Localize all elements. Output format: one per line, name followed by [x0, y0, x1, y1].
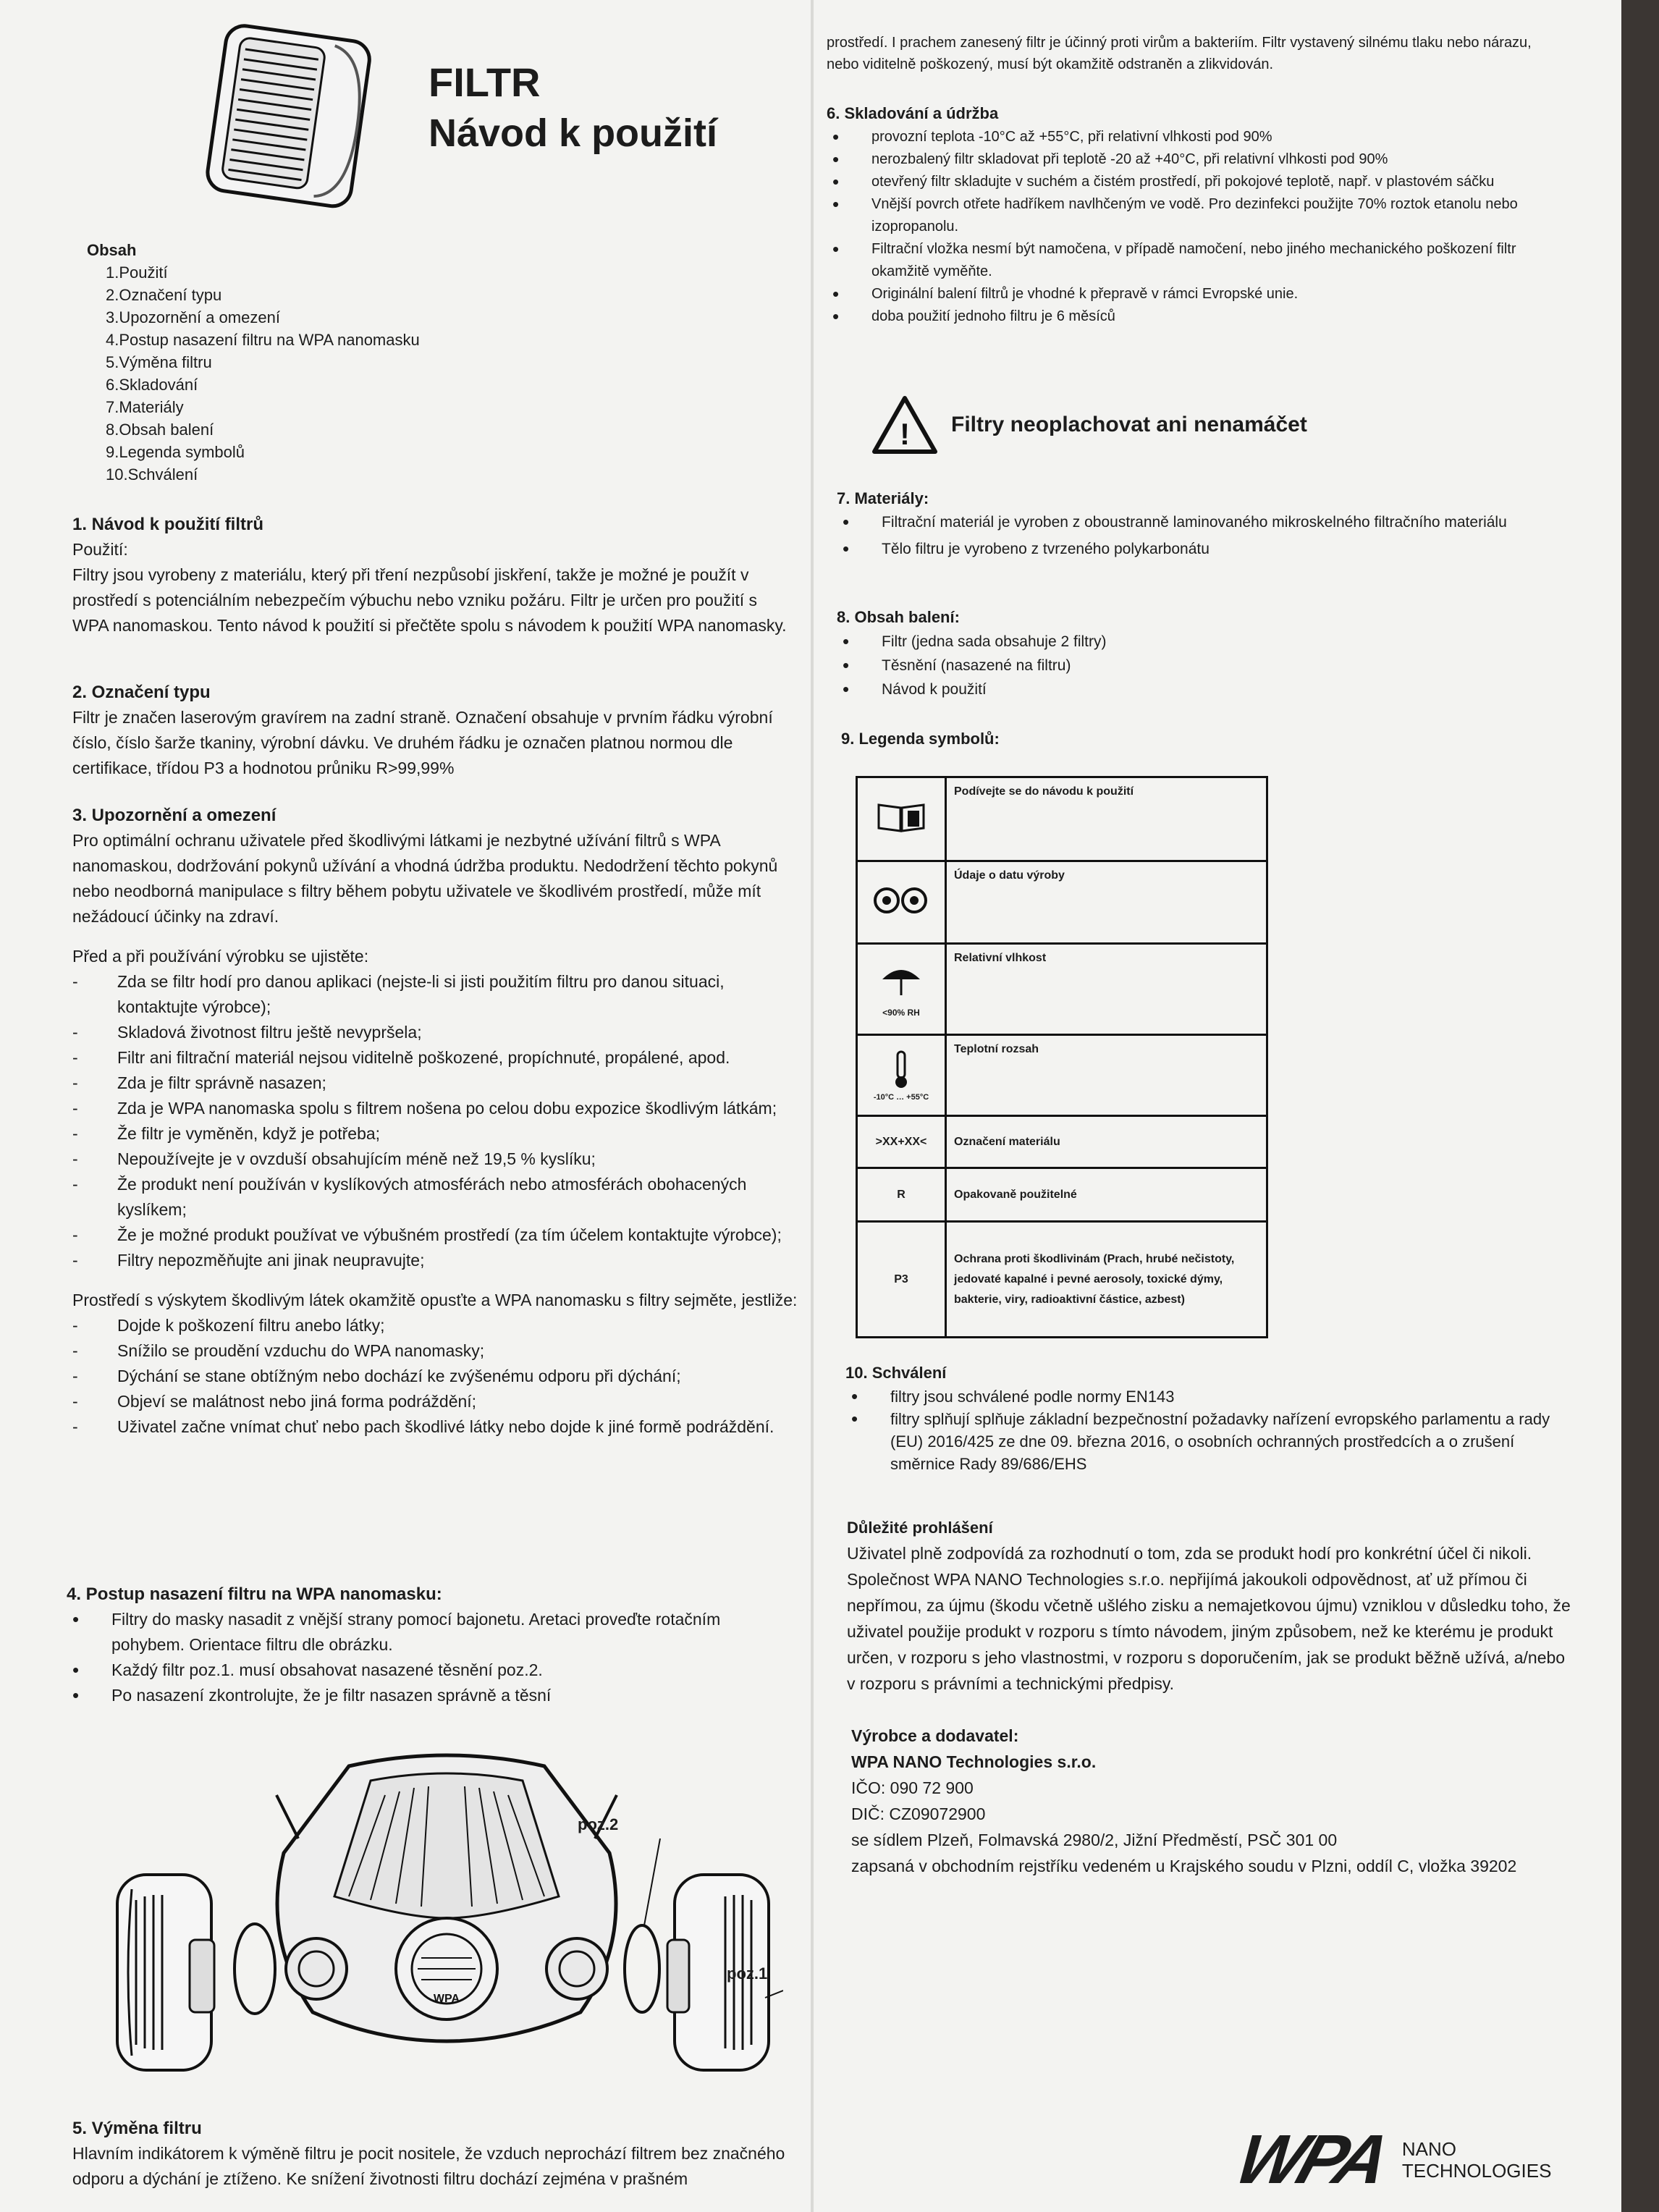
humidity-icon: <90% RH — [857, 944, 946, 1035]
manufacturer-registry: zapsaná v obchodním rejstříku vedeném u Krajského soudu v Plzni, oddíl C, vložka 39202 — [851, 1857, 1517, 1875]
table-row — [857, 1222, 1267, 1338]
manufacturer-dic: DIČ: CZ09072900 — [851, 1804, 986, 1823]
list-item: - Zda se filtr hodí pro danou aplikaci (nejste-li si jisti použitím filtru pro danou situaci, kontaktujte výrobce); — [72, 969, 803, 1020]
svg-text:!: ! — [900, 417, 910, 451]
logo-text: NANO TECHNOLOGIES — [1401, 2138, 1552, 2182]
manufacturer-ico: IČO: 090 72 900 — [851, 1778, 974, 1797]
table-row — [857, 1035, 1267, 1116]
section-approval — [845, 1361, 1562, 1475]
logo-mark: WPA — [1226, 2121, 1396, 2198]
label-poz2: poz.2 — [578, 1815, 619, 1833]
list-item: • nerozbalený filtr skladovat při teplotě -20 až +40°C, při relativní vlhkosti pod 90% — [827, 148, 1558, 171]
list-item: - Snížilo se proudění vzduchu do WPA nanomasky; — [72, 1338, 803, 1364]
toc-item: 8.Obsah balení — [106, 421, 214, 439]
table-of-contents — [87, 239, 594, 486]
list-item: • Filtry do masky nasadit z vnější strany pomocí bajonetu. Aretaci proveďte rotačním pohybem. Orientace filtru dle obrázku. — [67, 1607, 798, 1658]
list-item: • Návod k použití — [837, 677, 1561, 701]
toc-item: 2.Označení typu — [106, 286, 222, 304]
section-mounting — [67, 1582, 798, 1708]
package-list — [837, 630, 1561, 701]
symbol-legend-table — [856, 776, 1268, 1338]
manufacturer-name: WPA NANO Technologies s.r.o. — [851, 1752, 1097, 1771]
temperature-range-icon: -10°C … +55°C — [857, 1035, 946, 1116]
document-title: FILTR — [429, 59, 541, 105]
section-heading: 2. Označení typu — [72, 683, 211, 702]
list-item: • provozní teplota -10°C až +55°C, při relativní vlhkosti pod 90% — [827, 126, 1558, 148]
leave-intro: Prostředí s výskytem škodlivým látek okamžitě opusťte a WPA nanomasku s filtry sejměte, jestliže: — [72, 1291, 798, 1309]
toc-item: 5.Výměna filtru — [106, 353, 212, 371]
list-item: - Že je možné produkt používat ve výbušném prostředí (za tím účelem kontaktujte výrobce); — [72, 1223, 803, 1248]
list-item: • Po nasazení zkontrolujte, že je filtr nasazen správně a těsní — [67, 1683, 798, 1708]
table-row — [857, 1116, 1267, 1168]
legend-label: Relativní vlhkost — [946, 944, 1267, 1035]
list-item: - Dojde k poškození filtru anebo látky; — [72, 1313, 803, 1338]
list-item: • filtry splňují splňuje základní bezpečnostní požadavky nařízení evropského parlamentu a rady (EU) 2016/425 ze dne 09. března 2016, o osobních ochranných prostředcích a o zrušení směrnice Rady 89/686/EHS — [845, 1408, 1562, 1475]
list-item: - Že filtr je vyměněn, když je potřeba; — [72, 1121, 803, 1147]
mounting-steps — [67, 1607, 798, 1708]
warning-banner — [871, 392, 1523, 457]
toc-item: 10.Schválení — [106, 465, 198, 484]
left-filter-cartridge-icon — [117, 1875, 214, 2070]
wpa-logo — [1226, 2121, 1552, 2198]
mask-logo: WPA — [433, 1993, 460, 2005]
list-item: - Nepoužívejte je v ovzduší obsahujícím méně než 19,5 % kyslíku; — [72, 1147, 803, 1172]
filter-cartridge-illustration — [194, 20, 411, 220]
section-heading: 8. Obsah balení: — [837, 608, 960, 626]
list-item: • Těsnění (nasazené na filtru) — [837, 654, 1561, 677]
materials-list — [837, 511, 1561, 560]
legend-label: Ochrana proti škodlivinám (Prach, hrubé nečistoty, jedovaté kapalné i pevné aerosoly, toxické dýmy, bakterie, viry, radioaktivní částice, azbest) — [946, 1222, 1267, 1338]
section-heading: Důležité prohlášení — [847, 1519, 993, 1537]
list-item: • Filtr (jedna sada obsahuje 2 filtry) — [837, 630, 1561, 654]
toc-item: 1.Použití — [106, 263, 168, 282]
list-item: - Dýchání se stane obtížným nebo dochází ke zvýšenému odporu při dýchání; — [72, 1364, 803, 1389]
table-row — [857, 1168, 1267, 1222]
section-heading: 4. Postup nasazení filtru na WPA nanomasku: — [67, 1584, 442, 1604]
date-of-manufacture-icon — [857, 861, 946, 944]
material-marking-icon: >XX+XX< — [857, 1116, 946, 1168]
protection-class-icon: P3 — [857, 1222, 946, 1338]
toc-heading: Obsah — [87, 241, 137, 259]
list-item: • doba použití jednoho filtru je 6 měsíců — [827, 305, 1558, 328]
warning-triangle-icon — [871, 395, 938, 455]
list-item: - Že produkt není používán v kyslíkových atmosférách nebo atmosférách obohacených kyslíkem; — [72, 1172, 803, 1223]
section-heading: 10. Schválení — [845, 1364, 947, 1382]
right-gasket-icon — [625, 1925, 659, 2012]
list-item: • Filtrační materiál je vyroben z oboustranně laminovaného mikroskelného filtračního materiálu — [837, 511, 1561, 533]
legend-label: Označení materiálu — [946, 1116, 1267, 1168]
list-item: • Vnější povrch otřete hadříkem navlhčeným ve vodě. Pro dezinfekci použijte 70% roztok etanolu nebo izopropanolu. — [827, 193, 1558, 238]
list-item: - Filtr ani filtrační materiál nejsou viditelně poškozené, propíchnuté, propálené, apod. — [72, 1045, 803, 1071]
section-usage — [72, 512, 789, 638]
list-item: - Zda je filtr správně nasazen; — [72, 1071, 803, 1096]
legend-label: Teplotní rozsah — [946, 1035, 1267, 1116]
section-subheading: Použití: — [72, 540, 128, 559]
section-heading: 1. Návod k použití filtrů — [72, 515, 264, 534]
mask-assembly-diagram — [110, 1752, 783, 2092]
section-text: Pro optimální ochranu uživatele před škodlivými látkami je nezbytné užívání filtrů s WPA nanomaskou, dodržování pokynů užívání a vhodná údržba produktu. Nedodržení těchto pokynů nebo neodborná manipulace s filtry během pobytu uživatele ve škodlivém prostředí, může mít nežádoucí účinky na zdraví. — [72, 831, 778, 926]
storage-list — [827, 126, 1558, 328]
list-item: - Filtry nepozměňujte ani jinak neupravujte; — [72, 1248, 803, 1273]
page-fold — [811, 0, 814, 2212]
toc-item: 6.Skladování — [106, 376, 198, 394]
toc-item: 4.Postup nasazení filtru na WPA nanomasku — [106, 331, 420, 349]
toc-item: 9.Legenda symbolů — [106, 443, 245, 461]
section-declaration — [847, 1516, 1571, 1697]
section-text: Filtr je značen laserovým gravírem na zadní straně. Označení obsahuje v prvním řádku výrobní číslo, číslo šarže tkaniny, výrobní dávku. Ve druhém řádku je označen platnou normou dle certifikace, třídou P3 a hodnotou průniku R>99,99% — [72, 708, 773, 777]
approval-list — [845, 1385, 1562, 1475]
section-text: Filtry jsou vyrobeny z materiálu, který při tření nezpůsobí jiskření, takže je možné je použít v prostředí s potenciálním nebezpečím výbuchu nebo vzniku požáru. Filtr je určen pro použití s WPA nanomaskou. Tento návod k použití si přečtěte spolu s návodem k použití WPA nanomasky. — [72, 565, 787, 635]
label-poz1: poz.1 — [727, 1964, 768, 1983]
list-item: • Filtrační vložka nesmí být namočena, v případě namočení, nebo jiného mechanického poškození filtr okamžitě vyměňte. — [827, 238, 1558, 283]
list-item: - Objeví se malátnost nebo jiná forma podráždění; — [72, 1389, 803, 1414]
section-type-marking — [72, 680, 789, 781]
manufacturer-address: se sídlem Plzeň, Folmavská 2980/2, Jižní Předměstí, PSČ 301 00 — [851, 1831, 1338, 1849]
list-item: • Originální balení filtrů je vhodné k přepravě v rámci Evropské unie. — [827, 283, 1558, 305]
section-materials — [837, 486, 1561, 560]
list-item: • otevřený filtr skladujte v suchém a čistém prostředí, při pokojové teplotě, např. v plastovém sáčku — [827, 171, 1558, 193]
warning-text: Filtry neoplachovat ani nenamáčet — [951, 413, 1307, 436]
checklist-intro: Před a při používání výrobku se ujistěte: — [72, 947, 369, 966]
legend-label: Údaje o datu výroby — [946, 861, 1267, 944]
legend-label: Podívejte se do návodu k použití — [946, 777, 1267, 861]
section-heading: 7. Materiály: — [837, 489, 929, 507]
leave-list — [72, 1313, 803, 1440]
manual-icon — [857, 777, 946, 861]
section-warnings — [72, 803, 803, 1440]
manufacturer-heading: Výrobce a dodavatel: — [851, 1726, 1019, 1745]
continuation-text: prostředí. I prachem zanesený filtr je účinný proti virům a bakteriím. Filtr vystavený silnému tlaku nebo nárazu, nebo viditelně poškozený, musí být okamžitě odstraněn a zlikvidován. — [827, 35, 1532, 72]
list-item: - Skladová životnost filtru ještě nevypršela; — [72, 1020, 803, 1045]
document-subtitle: Návod k použití — [429, 111, 718, 155]
list-item: • filtry jsou schválené podle normy EN143 — [845, 1385, 1562, 1408]
legend-heading: 9. Legenda symbolů: — [841, 730, 1000, 748]
list-item: • Každý filtr poz.1. musí obsahovat nasazené těsnění poz.2. — [67, 1658, 798, 1683]
section-storage — [827, 101, 1558, 328]
section-package-contents — [837, 605, 1561, 701]
reusable-icon: R — [857, 1168, 946, 1222]
section-heading: 6. Skladování a údržba — [827, 104, 999, 122]
section-replacement — [72, 2116, 796, 2192]
table-row — [857, 861, 1267, 944]
list-item: • Tělo filtru je vyrobeno z tvrzeného polykarbonátu — [837, 538, 1561, 560]
nanomask-icon — [276, 1755, 617, 2041]
toc-item: 3.Upozornění a omezení — [106, 308, 280, 326]
section-text: Hlavním indikátorem k výměně filtru je pocit nositele, že vzduch neprochází filtrem bez značného odporu a dýchání je ztíženo. Ke snížení životnosti filtru dochází zejména v prašném — [72, 2144, 785, 2188]
list-item: - Uživatel začne vnímat chuť nebo pach škodlivé látky nebo dojde k jiné formě podráždění. — [72, 1414, 803, 1440]
table-row — [857, 944, 1267, 1035]
toc-item: 7.Materiály — [106, 398, 184, 416]
checklist — [72, 969, 803, 1273]
section-heading: 5. Výměna filtru — [72, 2119, 202, 2138]
manufacturer-info — [851, 1723, 1575, 1879]
section-heading: 3. Upozornění a omezení — [72, 806, 276, 825]
section-text: Uživatel plně zodpovídá za rozhodnutí o tom, zda se produkt hodí pro konkrétní účel či nikoli. Společnost WPA NANO Technologies s.r.o. nepřijímá jakoukoli odpovědnost, ať už přímou či nepřímou, za újmu (škodu včetně ušlého zisku a nemajetkovou újmu) vzniklou v důsledku toho, že uživatel použije produkt v rozporu s tímto návodem, jiným způsobem, než ke kterému je produkt určen, v rozporu s jeho vlastnostmi, v rozporu s doporučením, jak se produkt běžně užívá, a/nebo v rozporu s právními a technickými předpisy. — [847, 1544, 1571, 1693]
poz2-leader-line — [644, 1839, 660, 1925]
legend-label: Opakovaně použitelné — [946, 1168, 1267, 1222]
left-gasket-icon — [235, 1924, 275, 2014]
table-row — [857, 777, 1267, 861]
background-edge — [1621, 0, 1659, 2212]
list-item: - Zda je WPA nanomaska spolu s filtrem nošena po celou dobu expozice škodlivým látkám; — [72, 1096, 803, 1121]
